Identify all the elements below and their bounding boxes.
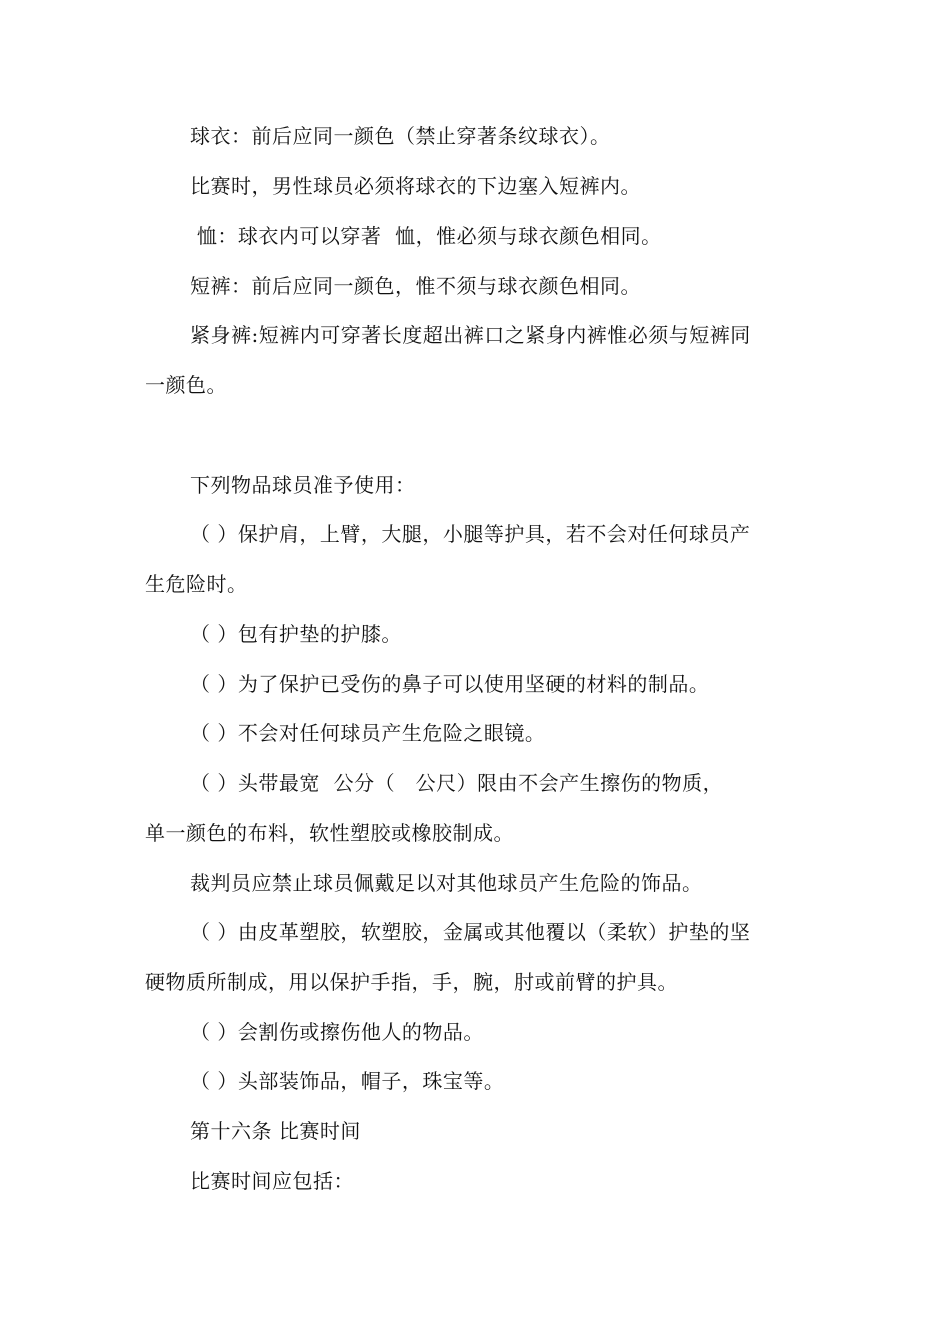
text-line: 一颜色。 [145,373,227,397]
text-line: 紧身裤:短裤内可穿著长度超出裤口之紧身内裤惟必须与短裤同 [190,323,751,347]
text-line: 单一颜色的布料，软性塑胶或橡胶制成。 [145,821,514,845]
list-item: （ ）会割伤或擦伤他人的物品。 [190,1020,484,1044]
text-line: 恤：球衣内可以穿著 恤，惟必须与球衣颜色相同。 [190,224,662,248]
text-line: 比赛时间应包括： [190,1169,354,1193]
section-heading: 第十六条 比赛时间 [190,1119,361,1143]
text-line: 球衣：前后应同一颜色（禁止穿著条纹球衣）。 [190,124,611,148]
text-line: 短裤：前后应同一颜色，惟不须与球衣颜色相同。 [190,274,641,298]
list-item: （ ）包有护垫的护膝。 [190,622,402,646]
text-line: 硬物质所制成，用以保护手指，手，腕，肘或前臂的护具。 [145,970,678,994]
text-line: 比赛时，男性球员必须将球衣的下边塞入短裤内。 [190,174,641,198]
list-item: （ ）为了保护已受伤的鼻子可以使用坚硬的材料的制品。 [190,672,710,696]
list-item: （ ）头带最宽 公分（ 公尺）限由不会产生擦伤的物质， [190,771,724,795]
list-item: （ ）保护肩，上臂，大腿，小腿等护具，若不会对任何球员产 [190,522,751,546]
list-item: （ ）不会对任何球员产生危险之眼镜。 [190,721,546,745]
list-item: （ ）由皮革塑胶，软塑胶，金属或其他覆以（柔软）护垫的坚 [190,920,751,944]
text-line: 裁判员应禁止球员佩戴足以对其他球员产生危险的饰品。 [190,871,703,895]
text-line: 下列物品球员准予使用： [190,473,416,497]
text-line: 生危险时。 [145,572,248,596]
list-item: （ ）头部装饰品，帽子，珠宝等。 [190,1069,505,1093]
